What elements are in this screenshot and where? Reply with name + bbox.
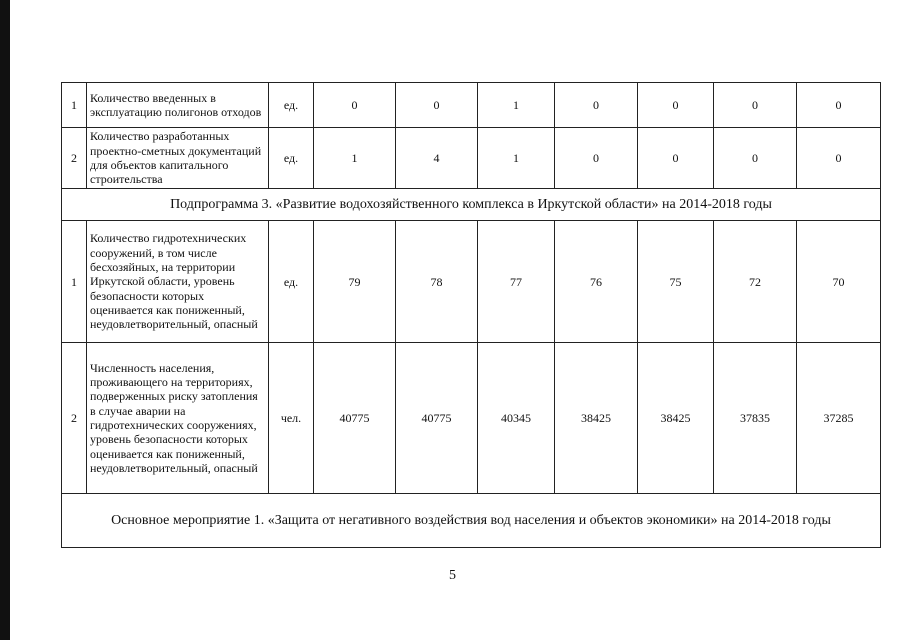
page-number: 5 xyxy=(449,568,456,583)
value-cell: 4 xyxy=(396,128,478,189)
table-row xyxy=(62,343,881,494)
unit-cell: ед. xyxy=(269,221,314,343)
value-cell: 0 xyxy=(638,128,714,189)
table-row xyxy=(62,128,881,189)
value-cell: 78 xyxy=(396,221,478,343)
row-number: 1 xyxy=(62,221,87,343)
value-cell: 40345 xyxy=(478,343,555,494)
value-cell: 1 xyxy=(478,128,555,189)
section-heading-row xyxy=(62,494,881,548)
unit-cell: чел. xyxy=(269,343,314,494)
value-cell: 40775 xyxy=(396,343,478,494)
indicators-table xyxy=(61,82,881,548)
row-number: 2 xyxy=(62,128,87,189)
value-cell: 0 xyxy=(714,128,797,189)
value-cell: 76 xyxy=(555,221,638,343)
value-cell: 72 xyxy=(714,221,797,343)
indicator-description: Количество гидротехнических сооружений, в том числе бесхозяйных, на территории Иркутской области, уровень безопасности которых оценивается как пониженный, неудовлетворительный, опасный xyxy=(87,221,269,343)
value-cell: 0 xyxy=(314,83,396,128)
indicator-description: Численность населения, проживающего на территориях, подверженных риску затопления в случае аварии на гидротехнических сооружениях, уровень безопасности которых оценивается как пониженный, неудовлетворительный, опасный xyxy=(87,343,269,494)
value-cell: 1 xyxy=(314,128,396,189)
value-cell: 37835 xyxy=(714,343,797,494)
value-cell: 37285 xyxy=(797,343,881,494)
row-number: 1 xyxy=(62,83,87,128)
table-row xyxy=(62,221,881,343)
scan-edge xyxy=(0,0,10,640)
row-number: 2 xyxy=(62,343,87,494)
value-cell: 70 xyxy=(797,221,881,343)
value-cell: 1 xyxy=(478,83,555,128)
unit-cell: ед. xyxy=(269,128,314,189)
value-cell: 0 xyxy=(714,83,797,128)
subprogram-heading: Подпрограмма 3. «Развитие водохозяйственного комплекса в Иркутской области» на 2014-2018 годы xyxy=(62,189,881,221)
value-cell: 77 xyxy=(478,221,555,343)
value-cell: 0 xyxy=(638,83,714,128)
indicator-description: Количество разработанных проектно-сметных документаций для объектов капитального строительства xyxy=(87,128,269,189)
section-heading-row xyxy=(62,189,881,221)
table-row xyxy=(62,83,881,128)
value-cell: 75 xyxy=(638,221,714,343)
indicator-description: Количество введенных в эксплуатацию полигонов отходов xyxy=(87,83,269,128)
value-cell: 38425 xyxy=(638,343,714,494)
value-cell: 38425 xyxy=(555,343,638,494)
unit-cell: ед. xyxy=(269,83,314,128)
value-cell: 0 xyxy=(555,83,638,128)
value-cell: 0 xyxy=(797,83,881,128)
value-cell: 79 xyxy=(314,221,396,343)
value-cell: 40775 xyxy=(314,343,396,494)
value-cell: 0 xyxy=(396,83,478,128)
value-cell: 0 xyxy=(555,128,638,189)
value-cell: 0 xyxy=(797,128,881,189)
main-activity-heading: Основное мероприятие 1. «Защита от негативного воздействия вод населения и объектов экономики» на 2014-2018 годы xyxy=(62,494,881,548)
